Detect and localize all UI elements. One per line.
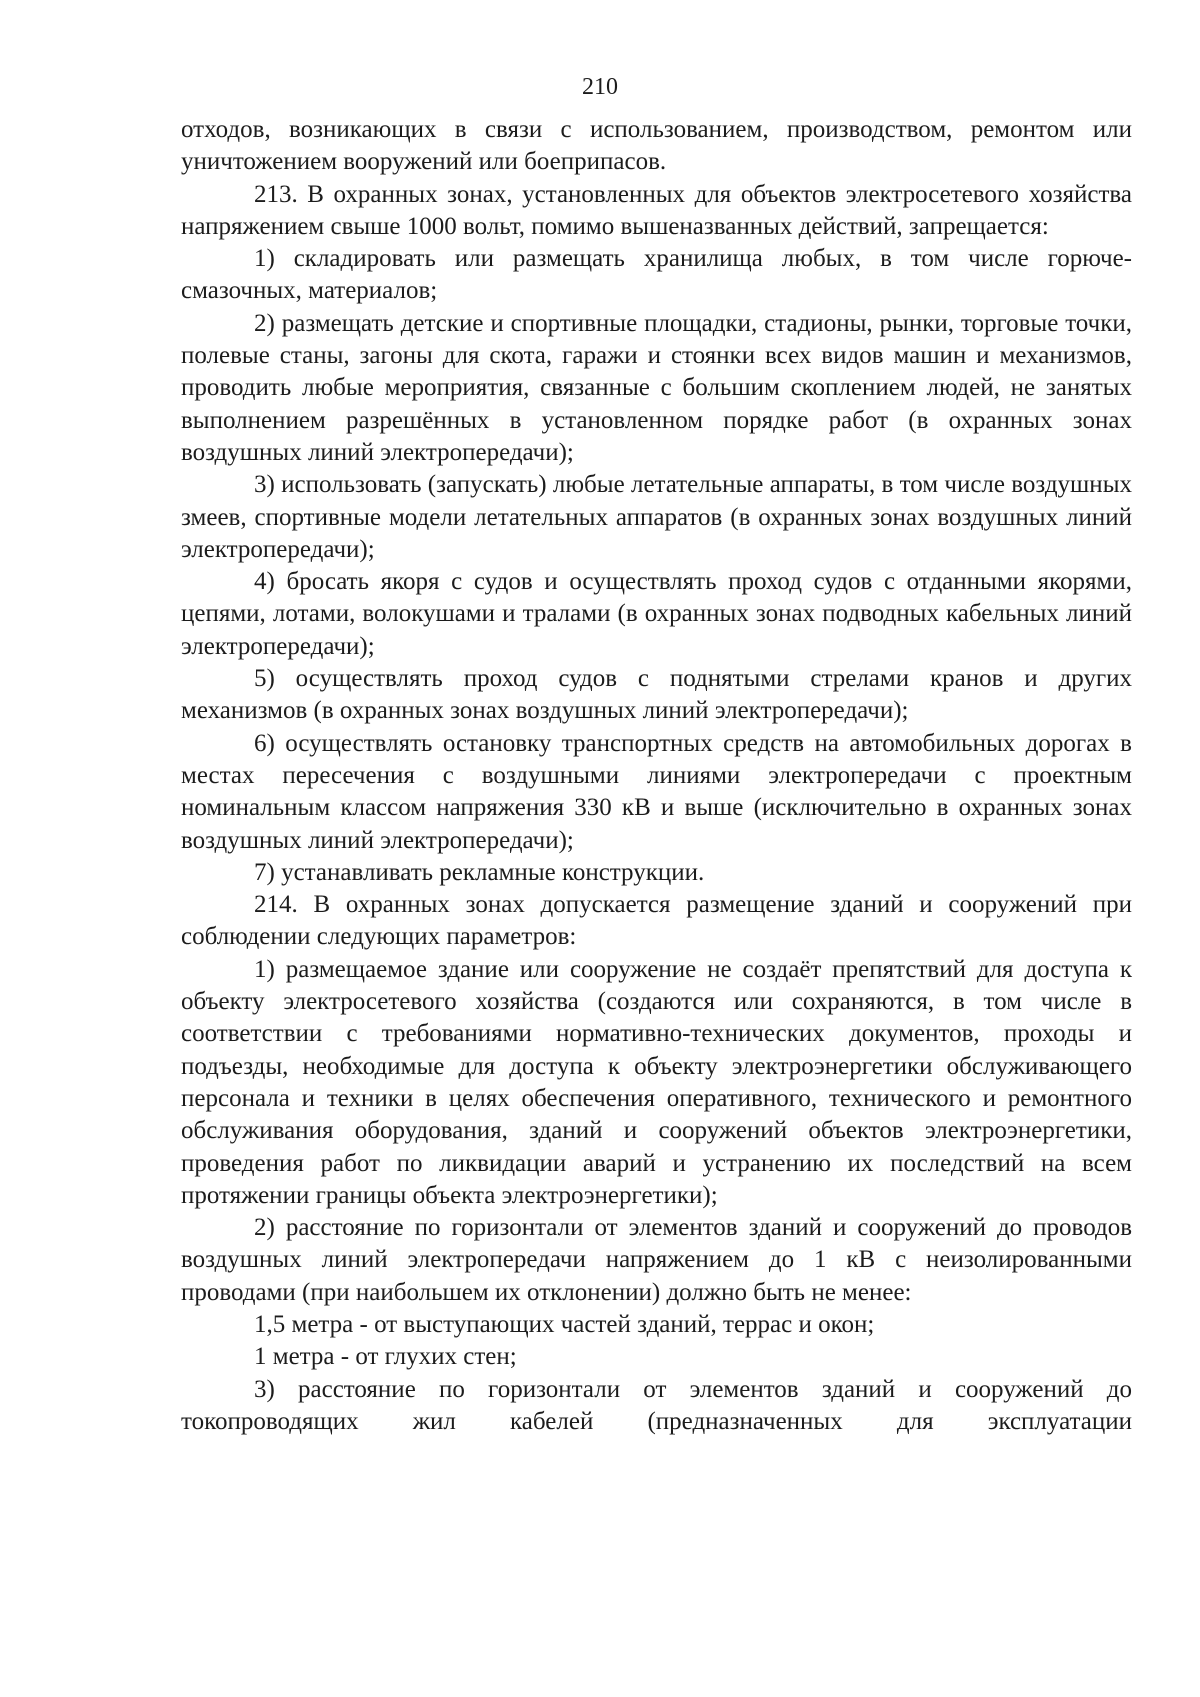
distance-line-1: 1,5 метра - от выступающих частей зданий, террас и окон; (254, 1310, 875, 1338)
clause-214: 214. В охранных зонах допускается размещение зданий и сооружений при соблюдении следующих параметров: (181, 891, 1132, 951)
clause-213-item-3: 3) использовать (запускать) любые летательные аппараты, в том числе воздушных змеев, спортивные модели летательных аппаратов (в охранных зонах воздушных линий электропередачи); (181, 471, 1132, 563)
clause-213-item-4: 4) бросать якоря с судов и осуществлять проход судов с отданными якорями, цепями, лотами, волокушами и тралами (в охранных зонах подводных кабельных линий электропередачи); (181, 568, 1132, 660)
document-body (181, 114, 1132, 1438)
clause-213: 213. В охранных зонах, установленных для объектов электросетевого хозяйства напряжением свыше 1000 вольт, помимо вышеназванных действий, запрещается: (181, 180, 1132, 240)
clause-214-item-1: 1) размещаемое здание или сооружение не создаёт препятствий для доступа к объекту электросетевого хозяйства (создаются или сохраняются, в том числе в соответствии с требованиями нормативно-технических документов, проходы и подъезды, необходимые для доступа к объекту электроэнергетики обслуживающего персонала и техники в целях обеспечения оперативного, технического и ремонтного обслуживания оборудования, зданий и сооружений объектов электроэнергетики, проведения работ по ликвидации аварий и устранению их последствий на всем протяжении границы объекта электроэнергетики); (181, 955, 1132, 1209)
clause-213-item-5: 5) осуществлять проход судов с поднятыми стрелами кранов и других механизмов (в охранных зонах воздушных линий электропередачи); (181, 665, 1132, 725)
distance-line-2: 1 метра - от глухих стен; (254, 1343, 517, 1371)
clause-213-item-2: 2) размещать детские и спортивные площадки, стадионы, рынки, торговые точки, полевые станы, загоны для скота, гаражи и стоянки всех видов машин и механизмов, проводить любые мероприятия, связанные с большим скоплением людей, не занятых выполнением разрешённых в установленном порядке работ (в охранных зонах воздушных линий электропередачи); (181, 309, 1132, 466)
page-number: 210 (582, 74, 618, 100)
clause-213-item-1: 1) складировать или размещать хранилища любых, в том числе горюче-смазочных, материалов; (181, 245, 1132, 305)
clause-213-item-6: 6) осуществлять остановку транспортных средств на автомобильных дорогах в местах пересечения с воздушными линиями электропередачи с проектным номинальным классом напряжения 330 кВ и выше (исключительно в охранных зонах воздушных линий электропередачи); (181, 729, 1132, 854)
clause-214-item-3: 3) расстояние по горизонтали от элементов зданий и сооружений до токопроводящих жил кабелей (предназначенных для эксплуатации (181, 1375, 1132, 1435)
clause-214-item-2: 2) расстояние по горизонтали от элементов зданий и сооружений до проводов воздушных линий электропередачи напряжением до 1 кВ с неизолированными проводами (при наибольшем их отклонении) должно быть не менее: (181, 1214, 1132, 1306)
clause-213-item-7: 7) устанавливать рекламные конструкции. (254, 858, 705, 886)
paragraph-continuation: отходов, возникающих в связи с использованием, производством, ремонтом или уничтожением вооружений или боеприпасов. (181, 116, 1132, 176)
